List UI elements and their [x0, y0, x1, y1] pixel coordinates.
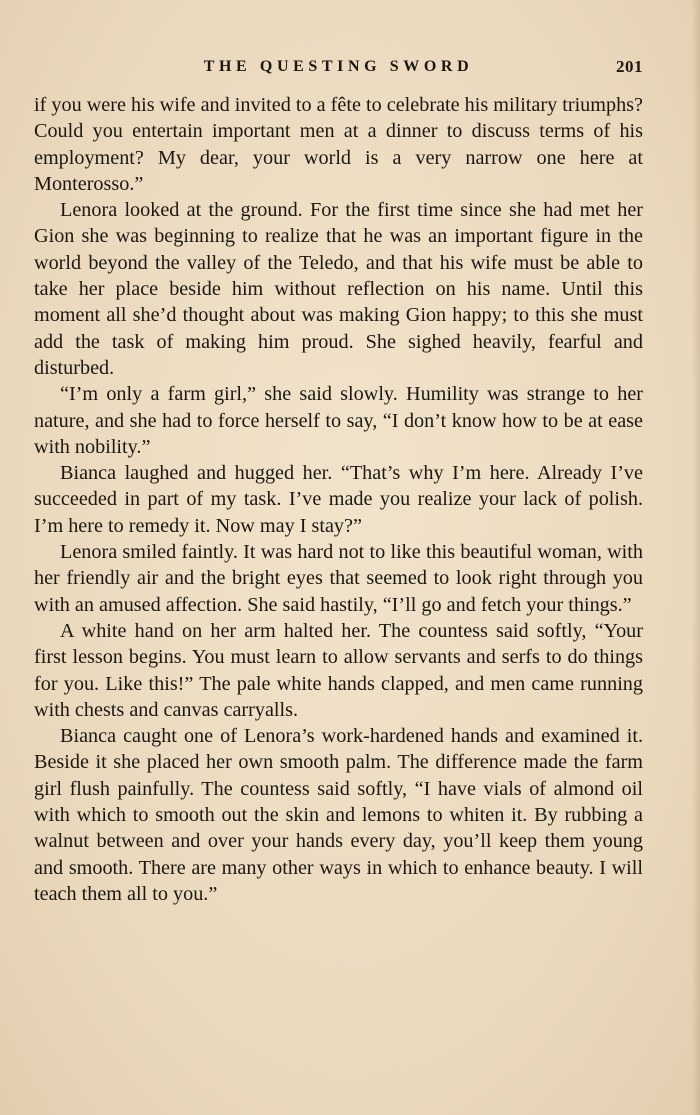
book-title: THE QUESTING SWORD: [203, 58, 474, 75]
paragraph: Lenora looked at the ground. For the first time since she had met her Gion she was beginning to realize that he was an important figure in the world beyond the valley of the Teledo, and that his wife must be able to take her place beside him without reflection on his name. Until this moment all she’d thought about was making Gion happy; to this she must add the task of making him proud. She sighed heavily, fearful and disturbed.: [34, 199, 643, 379]
paragraph: if you were his wife and invited to a fête to celebrate his military triumphs? Could you entertain important men at a dinner to discuss terms of his employment? My dear, your world is a very narrow one here at Monterosso.”: [34, 94, 643, 195]
paragraph: Lenora smiled faintly. It was hard not to like this beautiful woman, with her friendly air and the bright eyes that seemed to look right through you with an amused affection. She said hastily, “I’ll go and fetch your things.”: [34, 541, 643, 616]
paragraph: “I’m only a farm girl,” she said slowly. Humility was strange to her nature, and she had to force herself to say, “I don’t know how to be at ease with nobility.”: [34, 383, 643, 458]
body-text: [34, 92, 643, 907]
paragraph: Bianca caught one of Lenora’s work-hardened hands and examined it. Beside it she placed her own smooth palm. The difference made the farm girl flush painfully. The countess said softly, “I have vials of almond oil with which to smooth out the skin and lemons to whiten it. By rubbing a walnut between and over your hands every day, you’ll keep them young and smooth. There are many other ways in which to enhance beauty. I will teach them all to you.”: [34, 725, 643, 905]
page-edge-shadow: [692, 0, 700, 1115]
running-head: [34, 56, 643, 80]
paragraph: Bianca laughed and hugged her. “That’s why I’m here. Already I’ve succeeded in part of my task. I’ve made you realize your lack of polish. I’m here to remedy it. Now may I stay?”: [34, 462, 643, 537]
paragraph: A white hand on her arm halted her. The countess said softly, “Your first lesson begins. You must learn to allow servants and serfs to do things for you. Like this!” The pale white hands clapped, and men came running with chests and canvas carryalls.: [34, 619, 643, 721]
page-number: 201: [616, 57, 643, 76]
